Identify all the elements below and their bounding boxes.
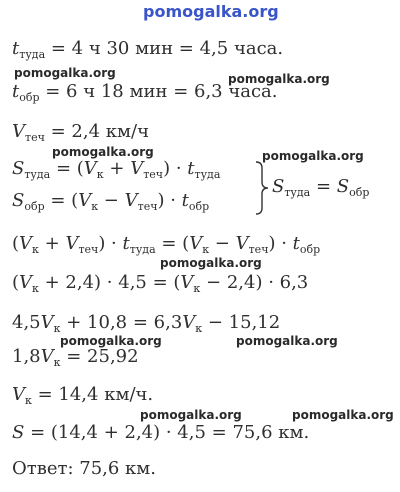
watermark: pomogalka.org: [262, 149, 364, 163]
sub: обр: [24, 200, 45, 213]
line-simplified: [12, 346, 139, 374]
system-equality: [272, 176, 369, 199]
var-s: S: [12, 158, 25, 179]
var-t: t: [12, 38, 20, 59]
var-v: V: [78, 190, 92, 211]
op: = (14,4 + 2,4) · 4,5 = 75,6 км.: [24, 422, 310, 443]
sub: туда: [24, 168, 51, 181]
sub: обр: [349, 186, 370, 199]
op: = (: [155, 233, 190, 254]
op: = 25,92: [60, 346, 139, 367]
watermark: pomogalka.org: [292, 408, 394, 422]
op: = (: [50, 158, 84, 179]
var-v: V: [83, 158, 97, 179]
op: = (: [44, 190, 79, 211]
op: ) ·: [163, 158, 188, 179]
system-brace: [252, 160, 272, 216]
sub: туда: [284, 186, 311, 199]
line-boat-speed: [12, 384, 153, 412]
var-v: V: [12, 384, 25, 405]
line-time-upstream: [12, 81, 278, 109]
line-text: = 6 ч 18 мин = 6,3 часа.: [39, 81, 278, 102]
sub: к: [96, 168, 104, 181]
var-v: V: [130, 158, 144, 179]
watermark: pomogalka.org: [160, 256, 262, 270]
sub: к: [53, 322, 61, 335]
watermark-top: pomogalka.org: [143, 2, 279, 21]
var-v: V: [65, 233, 79, 254]
answer-line: [12, 458, 156, 480]
op: +: [38, 233, 66, 254]
sub: к: [32, 282, 39, 295]
watermark: pomogalka.org: [14, 66, 116, 80]
var-s: S: [336, 176, 350, 197]
op: −: [98, 190, 125, 211]
op: 1,8: [12, 346, 41, 367]
sub: к: [91, 200, 99, 213]
sub: туда: [194, 168, 221, 181]
line-distance-upstream: [12, 190, 209, 218]
var-v: V: [40, 312, 54, 333]
sub-obr: обр: [19, 91, 40, 104]
var-v: V: [189, 233, 203, 254]
var-v: V: [19, 272, 33, 293]
op: −: [209, 233, 236, 254]
sub-tuda: туда: [19, 48, 46, 61]
op: − 2,4) · 6,3: [200, 272, 309, 293]
line-distance-downstream: [12, 158, 220, 186]
op: 4,5: [12, 312, 41, 333]
sub: теч: [78, 243, 99, 256]
var-v: V: [235, 233, 249, 254]
op: (: [12, 233, 20, 254]
var-t: t: [12, 81, 20, 102]
watermark: pomogalka.org: [140, 408, 242, 422]
var-v: V: [12, 121, 25, 142]
var-v: V: [19, 233, 33, 254]
op: + 10,8 = 6,3: [60, 312, 183, 333]
sub: обр: [299, 243, 321, 256]
watermark: pomogalka.org: [228, 72, 330, 86]
watermark: pomogalka.org: [236, 334, 338, 348]
op: (: [12, 272, 20, 293]
var-t: t: [292, 233, 300, 254]
op: = 14,4 км/ч.: [31, 384, 154, 405]
sub: к: [193, 282, 201, 295]
var-v: V: [182, 312, 196, 333]
var-v: V: [40, 346, 54, 367]
var-t: t: [122, 233, 130, 254]
watermark: pomogalka.org: [60, 334, 162, 348]
var-t: t: [187, 158, 195, 179]
var-v: V: [180, 272, 194, 293]
op: +: [103, 158, 131, 179]
watermark: pomogalka.org: [52, 145, 154, 159]
sub: обр: [188, 200, 210, 213]
var-s: S: [12, 422, 25, 443]
var-s: S: [12, 190, 25, 211]
answer-text: Ответ: 75,6 км.: [12, 458, 157, 479]
var-v: V: [124, 190, 138, 211]
line-distance-result: [12, 422, 309, 444]
sub: к: [195, 322, 203, 335]
op: ) ·: [268, 233, 293, 254]
var-t: t: [181, 190, 189, 211]
sub: теч: [143, 168, 164, 181]
op: =: [310, 176, 337, 197]
sub-tech: теч: [25, 131, 45, 144]
line-text: = 2,4 км/ч: [44, 121, 149, 142]
op: + 2,4) · 4,5 = (: [38, 272, 181, 293]
sub: к: [25, 394, 32, 407]
op: − 15,12: [202, 312, 281, 333]
line-time-downstream: [12, 38, 283, 66]
line-text: = 4 ч 30 мин = 4,5 часа.: [45, 38, 284, 59]
line-substitution: [12, 272, 308, 300]
sub: туда: [129, 243, 156, 256]
right-brace-icon: [252, 160, 272, 216]
sub: к: [202, 243, 210, 256]
sub: к: [53, 356, 61, 369]
sub: теч: [137, 200, 158, 213]
op: ) ·: [98, 233, 123, 254]
sub: теч: [248, 243, 269, 256]
var-s: S: [272, 176, 285, 197]
op: ) ·: [157, 190, 182, 211]
sub: к: [32, 243, 39, 256]
